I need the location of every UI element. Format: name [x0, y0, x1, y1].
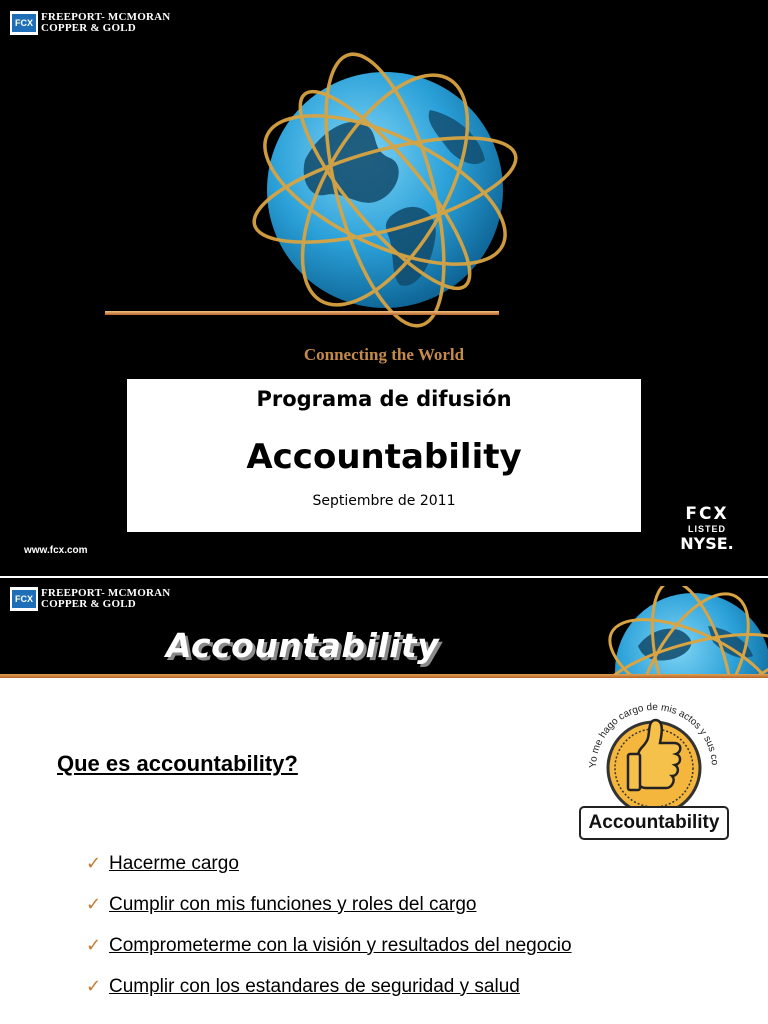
logo-mark: FCX — [10, 11, 38, 35]
list-item-text: Hacerme cargo — [109, 852, 239, 874]
check-icon: ✓ — [86, 853, 102, 874]
logo-wordmark: FREEPORT- MCMORAN COPPER & GOLD — [41, 587, 171, 610]
list-item-text: Comprometerme con la visión y resultados del negocio — [109, 934, 572, 956]
badge-seal — [576, 688, 732, 812]
nyse-listing: FCX LISTED NYSE. — [680, 504, 734, 553]
logo-wordmark: FREEPORT- MCMORAN COPPER & GOLD — [41, 11, 171, 34]
header-underline — [0, 674, 768, 678]
check-icon: ✓ — [86, 894, 102, 915]
list-item — [86, 843, 572, 884]
badge-label: Accountability — [579, 806, 729, 840]
globe-icon — [588, 586, 768, 674]
list-item — [86, 884, 572, 925]
list-item-text: Cumplir con los estandares de seguridad y salud — [109, 975, 520, 997]
badge-arc-text: Yo me hago cargo de mis actos y sus co — [587, 701, 720, 769]
logo-mark: FCX — [10, 587, 38, 611]
title-box — [127, 379, 641, 532]
list-item — [86, 966, 572, 1007]
list-item-text: Cumplir con mis funciones y roles del cargo — [109, 893, 477, 915]
slide-header — [0, 576, 768, 674]
header-title: Accountability — [166, 626, 440, 665]
check-icon: ✓ — [86, 976, 102, 997]
list-item — [86, 925, 572, 966]
company-logo-small — [10, 587, 170, 611]
cover-date: Septiembre de 2011 — [312, 493, 456, 509]
horizon-line — [105, 311, 499, 315]
check-icon: ✓ — [86, 935, 102, 956]
cover-title: Accountability — [246, 437, 522, 477]
tagline: Connecting the World — [303, 345, 465, 364]
question-heading: Que es accountability? — [57, 751, 298, 776]
bullet-list — [86, 843, 572, 1007]
company-logo — [10, 11, 170, 35]
program-label: Programa de difusión — [256, 387, 512, 411]
website-link[interactable]: www.fcx.com — [24, 545, 88, 556]
globe-icon — [230, 40, 530, 330]
slide-separator — [0, 576, 768, 578]
accountability-badge — [576, 688, 732, 842]
